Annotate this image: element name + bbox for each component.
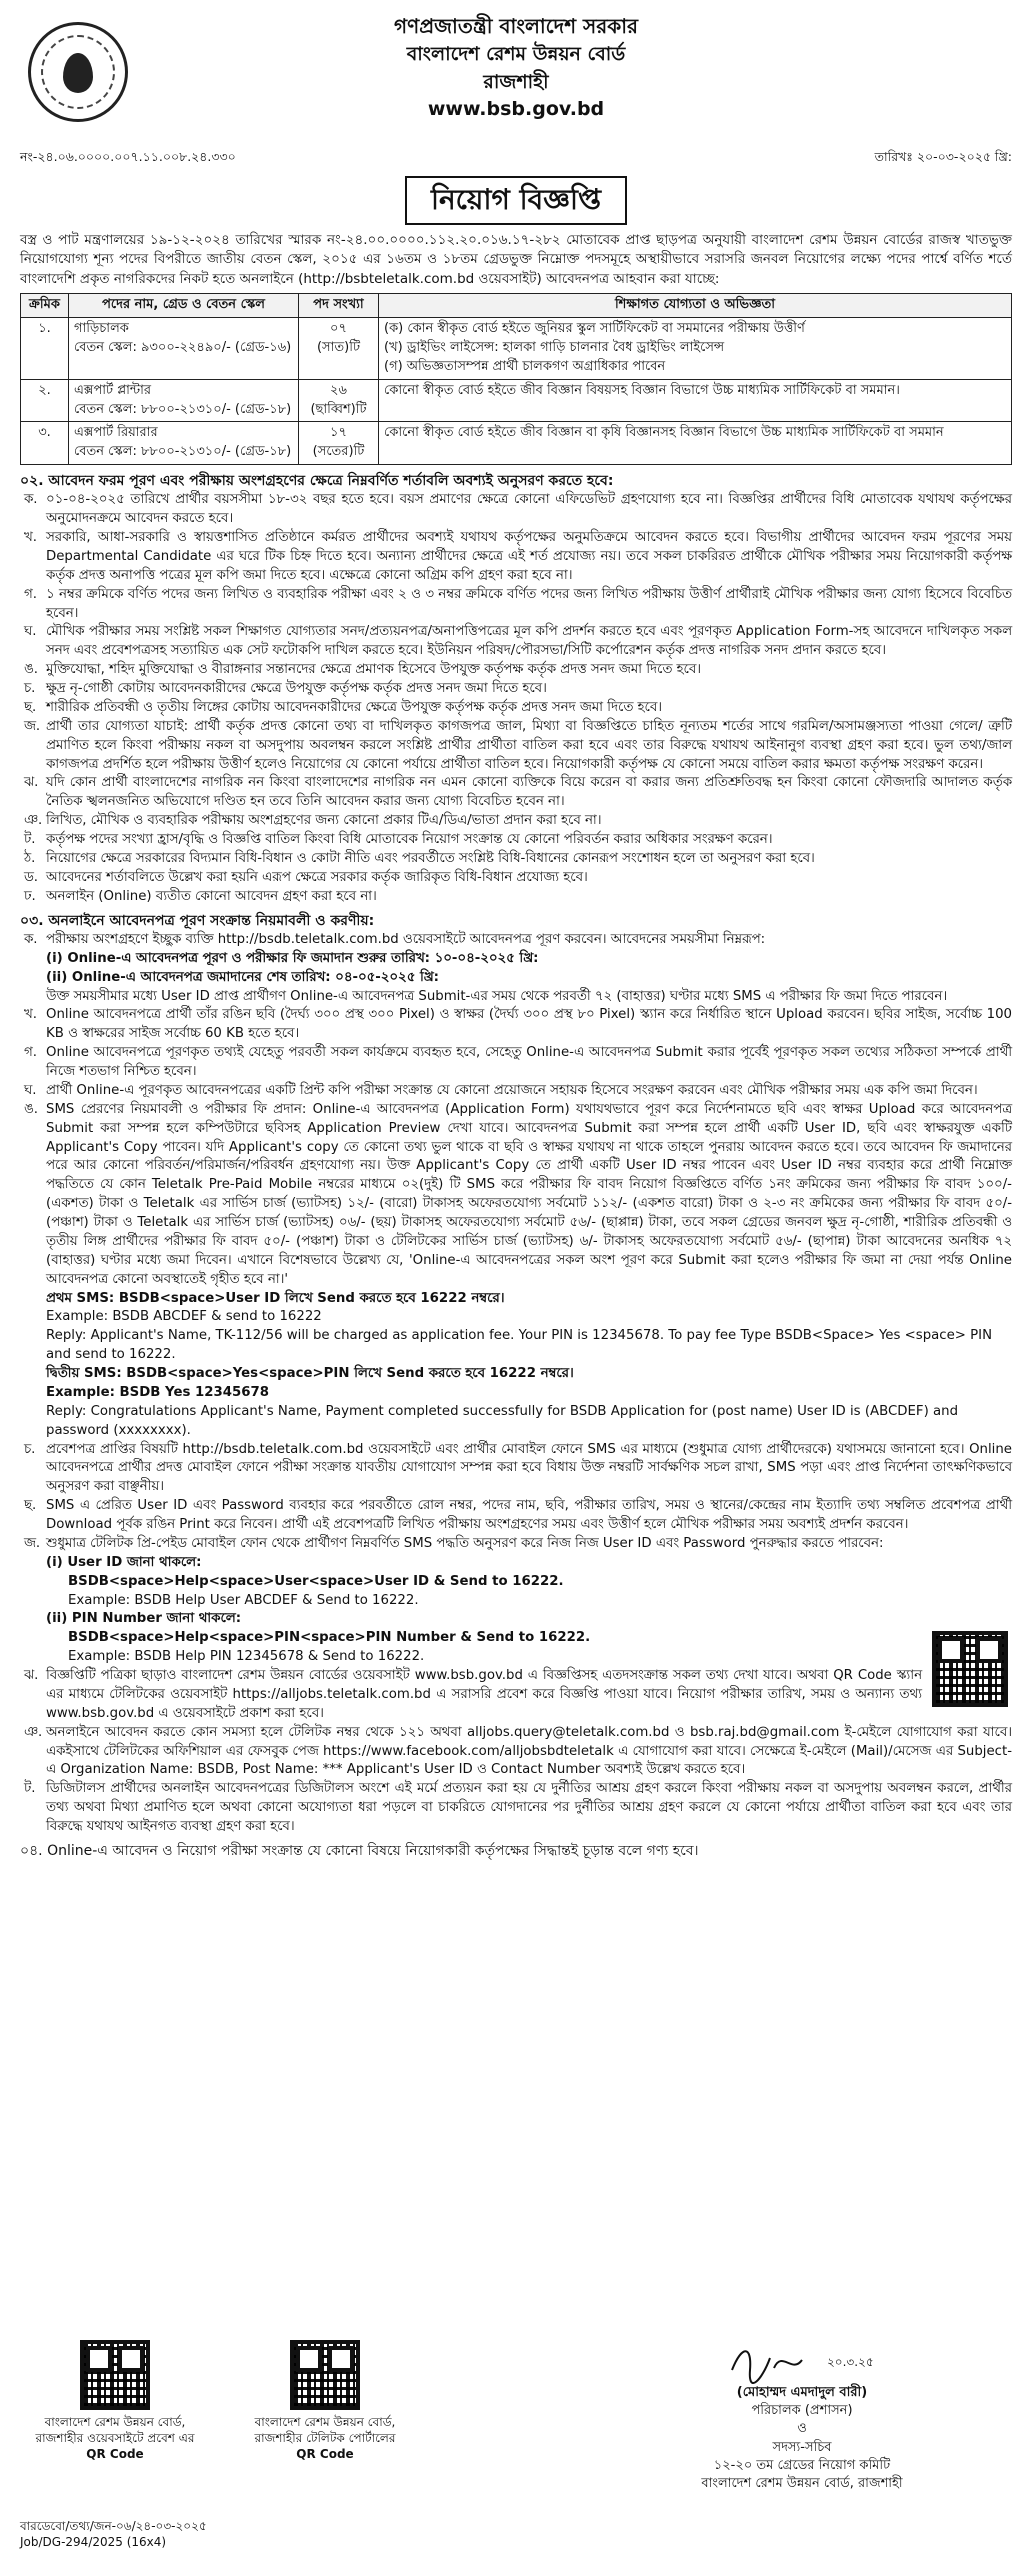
list-item (20, 586, 1012, 624)
userid-known-label: (i) User ID জানা থাকলে: (46, 1554, 202, 1570)
th-post: পদের নাম, গ্রেড ও বেতন স্কেল (69, 294, 299, 318)
header (20, 12, 1012, 170)
signer-title-1: পরিচালক (প্রশাসন) (751, 2403, 853, 2419)
list-item (20, 491, 1012, 529)
list-item: ক. পরীক্ষায় অংশগ্রহণে ইচ্ছুক ব্যক্তি http://bsdb.teletalk.com.bd ওয়েবসাইটে আবেদনপত্র পূরণ করবেন। আবেদনের সময়সীমা নিম্নরূপ: (20, 931, 1012, 950)
row-post (69, 422, 299, 465)
list-item: খ. Online আবেদনপত্রে প্রার্থী তাঁর রঙিন ছবি (দৈর্ঘ্য ৩০০ প্রস্থ ৩০০ Pixel) ও স্বাক্ষর (দৈর্ঘ্য ৩০০ প্রস্থ ৮০ Pixel) স্ক্যান করে নির্ধারিত স্থানে Upload করবেন। ছবির সাইজ, সর্বোচ্চ 100 KB ও স্বাক্ষরের সাইজ সর্বোচ্চ 60 KB হতে হবে। (20, 1006, 1012, 1044)
pin-known-label: (ii) PIN Number জানা থাকলে: (46, 1611, 242, 1627)
intro-paragraph: বস্ত্র ও পাট মন্ত্রণালয়ের ১৯-১২-২০২৪ তারিখের স্মারক নং-২৪.০০.০০০০.১১২.২০.০১৬.১৭-২৮২ মোতাবেক প্রাপ্ত ছাড়পত্র অনুযায়ী বাংলাদেশ রেশম উন্নয়ন বোর্ডের রাজস্ব খাতভুক্ত নিয়োগযোগ্য শূন্য পদের বিপরীতে জাতীয় বেতন স্কেল, ২০১৫ এর ১৬তম ও ১৮তম গ্রেডভুক্ত নিম্নোক্ত পদসমূহে অস্থায়ীভাবে সরাসরি জনবল নিয়োগের লক্ষ্যে পদের পার্শ্বে বর্ণিত শর্তে বাংলাদেশি প্রকৃত নাগরিকদের নিকট হতে অনলাইনে (http://bsbteletalk.com.bd ওয়েবসাইট) আবেদনপত্র আহবান করা যাচ্ছে: (20, 231, 1012, 287)
item-marker: ঠ. (24, 850, 36, 866)
reference-codes (20, 2518, 207, 2550)
qr-box-teletalk (230, 2340, 420, 2463)
count-digit: ০৭ (330, 321, 347, 337)
count-digit: ২৬ (330, 382, 347, 398)
item-text: পরীক্ষায় অংশগ্রহণে ইচ্ছুক ব্যক্তি http://bsdb.teletalk.com.bd ওয়েবসাইটে আবেদনপত্র পূরণ করবেন। আবেদনের সময়সীমা নিম্নরূপ: (46, 931, 766, 947)
list-item (20, 623, 1012, 661)
signer-title-4: বাংলাদেশ রেশম উন্নয়ন বোর্ড, রাজশাহী (701, 2475, 903, 2491)
title-wrap (20, 176, 1012, 225)
item-marker: ঢ. (24, 888, 36, 904)
table-row (21, 422, 1012, 465)
row-count (299, 422, 379, 465)
list-item (20, 661, 1012, 680)
list-item: ঞ. অনলাইনে আবেদন করতে কোন সমস্যা হলে টেলিটক নম্বর থেকে ১২১ অথবা alljobs.query@teletalk.com.bd ও bsb.raj.bd@gmail.com ই-মেইলে যোগাযোগ করা যাবে। একইসাথে টেলিটকের অফিশিয়াল এর ফেসবুক পেজ https://www.facebook.com/alljobsbdteletalk এ যোগাযোগ করা যাবে। সেক্ষেত্রে ই-মেইলে (Mail)/মেসেজ এর Subject-এ Organization Name: BSDB, Post Name: *** Applicant's User ID ও Contact Number অবশ্যই উল্লেখ করতে হবে। (20, 1724, 1012, 1781)
fee-window-note: উক্ত সময়সীমার মধ্যে User ID প্রাপ্ত প্রার্থীগণ Online-এ আবেদনপত্র Submit-এর সময় থেকে পরবর্তী ৭২ (বাহাত্তর) ঘণ্টার মধ্যে SMS এ পরীক্ষার ফি জমা দিতে পারবেন। (46, 988, 948, 1004)
count-words: (সাত)টি (316, 339, 361, 355)
post-name: এক্সপার্ট রিয়ারার (74, 425, 158, 441)
item-marker: ঙ. (24, 662, 38, 678)
userid-example: Example: BSDB Help User ABCDEF & Send to 16222. (68, 1592, 419, 1608)
list-item: ছ. SMS এ প্রেরিত User ID এবং Password ব্যবহার করে পরবর্তীতে রোল নম্বর, পদের নাম, ছবি, পরীক্ষার তারিখ, সময় ও স্থানের/কেন্দ্রের নাম ইত্যাদি তথ্য সম্বলিত প্রবেশপত্র প্রার্থী Download পূর্বক রঙিন Print করে নিবেন। প্রার্থী এই প্রবেশপত্রটি লিখিত পরীক্ষায় অংশগ্রহণের সময় এবং উত্তীর্ণ হলে মৌখিক পরীক্ষার সময় অবশ্যই প্রদর্শন করবেন। (20, 1497, 1012, 1535)
list-item (20, 869, 1012, 888)
qual-line: (খ) ড্রাইভিং লাইসেন্স: হালকা গাড়ি চালনার বৈধ ড্রাইভিং লাইসেন্স (384, 339, 725, 355)
signer-and: ও (797, 2421, 807, 2437)
list-item: ঙ. SMS প্রেরণের নিয়মাবলী ও পরীক্ষার ফি প্রদান: Online-এ আবেদনপত্র (Application Form) যথাযথভাবে পূরণ করে নির্দেশনামতে ছবি এবং স্বাক্ষর Upload করে আবেদনপত্র Submit করা সম্পন্ন হলে কম্পিউটারে ছবিসহ Application Preview দেখা যাবে। আবেদনপত্র Submit করা সম্পন্ন হলে প্রার্থী একটি User ID, ছবি এবং স্বাক্ষরযুক্ত একটি Applicant's Copy পাবেন। যদি Applicant's copy তে কোনো তথ্য ভুল থাকে বা ছবি ও স্বাক্ষর যথাযথ না থাকে তাহলে পুনরায় আবেদন করতে হবে। তবে আবেদন ফি জমাদানের পরে আর কোনো পরিবর্তন/পরিমার্জন/পরিবর্ধন গ্রহণযোগ্য নয়। উক্ত Applicant's Copy তে প্রার্থী একটি User ID নম্বর পাবেন এবং User ID নম্বর ব্যবহার করে প্রার্থী নিম্নোক্ত পদ্ধতিতে যে কোন Teletalk Pre-Paid Mobile নম্বরের মাধ্যমে ০২(দুই) টি SMS করে পরীক্ষার ফি বাবদ নিয়োগ বিজ্ঞপ্তিতে বর্ণিত ১নং ক্রমিকের জন্য পরীক্ষার ফি বাবদ ১০০/- (একশত) টাকা ও Teletalk এর সার্ভিস চার্জ (ভ্যাটসহ) ১২/- (বারো) টাকাসহ অফেরতযোগ্য সর্বমোট ১১২/- (একশত বারো) টাকা ও ২-৩ নং ক্রমিকের জন্য পরীক্ষার ফি বাবদ ৫০/- (পঞ্চাশ) টাকা ও Teletalk এর সার্ভিস চার্জ (ভ্যাটসহ) ০৬/- (ছয়) টাকাসহ অফেরতযোগ্য সর্বমোট ৫৬/- (ছাপ্পান্ন) টাকা, তবে সকল গ্রেডের জনবল ক্ষুদ্র নৃ-গোষ্ঠী, শারীরিক প্রতিবন্ধী ও তৃতীয় লিঙ্গ প্রার্থীদের পরীক্ষার ফি বাবদ ৫০/- (পঞ্চাশ) টাকা ও টেলিটকের সার্ভিস চার্জ (ভ্যাটসহ) ৬/- টাকাসহ অফেরতযোগ্য সর্বমোট ৫৬/- (ছাপান্ন) টাকা আবেদনের অনধিক ৭২ (বাহাত্তর) ঘণ্টার মধ্যে জমা দিবেন। এখানে বিশেষভাবে উল্লেখ্য যে, 'Online-এ আবেদনপত্রের সকল অংশ পূরণ করে Submit করা হলেও পরীক্ষার ফি জমা না দেয়া পর্যন্ত Online আবেদনপত্র কোনো অবস্থাতেই গৃহীত হবে না।' (20, 1101, 1012, 1290)
sms2-reply: Reply: Congratulations Applicant's Name, Payment completed successfully for BSDB Application for (post name) User ID is (ABCDEF) and password (xxxxxxxx). (46, 1403, 959, 1438)
item-marker: ঝ. (24, 775, 39, 791)
start-date-line: (i) Online-এ আবেদনপত্র পূরণ ও পরীক্ষার ফি জমাদান শুরুর তারিখ: ১০-০৪-২০২৫ খ্রি: (46, 950, 539, 966)
item-marker: চ. (24, 681, 36, 697)
list-item (20, 812, 1012, 831)
post-scale: বেতন স্কেল: ৮৮০০-২১৩১০/- (গ্রেড-১৮) (74, 444, 292, 460)
sign-date: ২০.৩.২৫ (827, 2355, 874, 2369)
item-marker: খ. (24, 530, 37, 546)
item-marker: ঘ. (24, 624, 37, 640)
post-name: এক্সপার্ট প্লান্টার (74, 382, 152, 398)
bsb-logo (28, 22, 128, 122)
row-quals (379, 422, 1012, 465)
org-city: রাজশাহী (483, 70, 549, 93)
item-marker: ড. (24, 869, 39, 885)
list-item (20, 850, 1012, 869)
item-text: আবেদনের শর্তাবলিতে উল্লেখ করা হয়নি এরূপ ক্ষেত্রে সরকার কর্তৃক জারিকৃত বিধি-বিধান প্রযোজ্য হবে। (46, 869, 588, 885)
qr-code-icon[interactable] (80, 2340, 150, 2410)
post-scale: বেতন স্কেল: ৯৩০০-২২৪৯০/- (গ্রেড-১৬) (74, 339, 292, 355)
memo-number: নং-২৪.০৬.০০০০.০০৭.১১.০০৮.২৪.৩৩০ (20, 149, 236, 164)
qual-line: (ক) কোন স্বীকৃত বোর্ড হইতে জুনিয়র স্কুল সার্টিফিকেট বা সমমানের পরীক্ষায় উত্তীর্ণ (384, 321, 805, 337)
list-item: ঘ. প্রার্থী Online-এ পূরণকৃত আবেদনপত্রের একটি প্রিন্ট কপি পরীক্ষা সংক্রান্ত যে কোনো প্রয়োজনে সহায়ক হিসেবে সংরক্ষণ করবেন এবং মৌখিক পরীক্ষার সময় এক কপি জমা দিবেন। (20, 1082, 1012, 1101)
th-count: পদ সংখ্যা (299, 294, 379, 318)
item-text: ০১-০৪-২০২৫ তারিখে প্রার্থীর বয়সসীমা ১৮-৩২ বছর হতে হবে। বয়স প্রমাণের ক্ষেত্রে কোনো এফিডেভিট গ্রহণযোগ্য হবে না। বিজ্ঞপ্তির প্রার্থীদের বিধি মোতাবেক যথাযথ কর্তৃপক্ষের অনুমোদনক্রমে আবেদন করতে হবে। (46, 492, 1012, 527)
sms2-label: দ্বিতীয় SMS: BSDB<space>Yes<space>PIN লিখে Send করতে হবে 16222 নম্বরে। (46, 1366, 574, 1381)
list-item (20, 680, 1012, 699)
list-item: চ. প্রবেশপত্র প্রাপ্তির বিষয়টি http://bsdb.teletalk.com.bd ওয়েবসাইটে এবং প্রার্থীর মোবাইল ফোনে SMS এর মাধ্যমে (শুধুমাত্র যোগ্য প্রার্থীদেরকে) যথাসময়ে জানানো হবে। Online আবেদনপত্রে প্রার্থীর প্রদত্ত মোবাইল ফোনে পরীক্ষা সংক্রান্ত যাবতীয় যোগাযোগ সম্পন্ন করা হবে বিধায় উক্ত নম্বরটি সার্বক্ষণিক সচল রাখা, SMS পড়া এবং প্রাপ্ত নির্দেশনা তাৎক্ষণিকভাবে অনুসরণ করা বাঞ্ছনীয়। (20, 1441, 1012, 1498)
posts-table (20, 293, 1012, 465)
row-post (69, 379, 299, 422)
item-text: অনলাইন (Online) ব্যতীত কোনো আবেদন গ্রহণ করা হবে না। (46, 888, 377, 904)
sms2-example: Example: BSDB Yes 12345678 (46, 1384, 270, 1400)
org-website[interactable]: www.bsb.gov.bd (427, 98, 605, 121)
table-row (21, 379, 1012, 422)
list-item (20, 699, 1012, 718)
list-item: ট. ডিজিটালস প্রার্থীদের অনলাইন আবেদনপত্রের ডিজিটালস অংশে এই মর্মে প্রত্যয়ন করা হয় যে দুর্নীতির আশ্রয় গ্রহণ করলে কিংবা পরীক্ষায় নকল বা অসদুপায় অবলম্বন করলে, প্রার্থীর তথ্য অথবা মিথ্যা প্রমাণিত হলে অথবা কোনো অযোগ্যতা ধরা পড়লে বা চাকরিতে যোগদানের পর দুর্নীতির আশ্রয় গ্রহণ করলে যে কোনো পর্যায়ে প্রার্থীতা বাতিল করা হবে এবং তার বিরুদ্ধে যথাযথ আইনগত ব্যবস্থা গ্রহণ করা হবে। (20, 1780, 1012, 1837)
item-marker: গ. (24, 586, 37, 602)
table-header-row (21, 294, 1012, 318)
row-quals (379, 379, 1012, 422)
qr-code-icon[interactable] (290, 2340, 360, 2410)
row-post (69, 318, 299, 380)
list-item: ঝ. বিজ্ঞপ্তিটি পত্রিকা ছাড়াও বাংলাদেশ রেশম উন্নয়ন বোর্ডের ওয়েবসাইট www.bsb.gov.bd এ বিজ্ঞপ্তিসহ এতদসংক্রান্ত সকল তথ্য দেখা যাবে। অথবা QR Code স্ক্যান এর মাধ্যমে টেলিটকের ওয়েবসাইট https://alljobs.teletalk.com.bd এ সরাসরি প্রবেশ করে বিজ্ঞপ্তি পাওয়া যাবে। নিয়োগ পরীক্ষার তারিখ, সময় ও অন্যান্য তথ্য www.bsb.gov.bd এ ওয়েবসাইটে প্রকাশ করা হবে। (20, 1667, 1012, 1724)
pin-command: BSDB<space>Help<space>PIN<space>PIN Number & Send to 16222. (68, 1630, 591, 1646)
item-text: প্রার্থী তার যোগ্যতা যাচাই: প্রার্থী কর্তৃক প্রদত্ত কোনো তথ্য বা দাখিলকৃত কাগজপত্র জাল, মিথ্যা বা বিজ্ঞপ্তিতে চাহিত নূন্যতম শর্তের সাথে গরমিল/অসামঞ্জস্যতা পাওয়া গেলে/ ত্রুটি প্রমাণিত হলে কিংবা পরীক্ষায় নকল বা অসদুপায় অবলম্বন করলে সংশ্লিষ্ট প্রার্থীর প্রার্থীতা বাতিল করা হবে এবং তার বিরুদ্ধে যথাযথ আইনানুগ ব্যবস্থা গ্রহণ করা হবে। ভুল তথ্য/জাল কাগজপত্র প্রদর্শিত হলে পরীক্ষায় উত্তীর্ণ হলেও নিয়োগের যে কোনো পর্যায়ে প্রার্থীতা বাতিল হবে। নিয়োগকারী কর্তৃপক্ষ যে কোনো সময়ে বাতিল করার ক্ষমতা কর্তৃপক্ষ সংরক্ষণ করেন। (46, 718, 1012, 772)
item-marker: ছ. (24, 699, 37, 715)
item-text: মুক্তিযোদ্ধা, শহিদ মুক্তিযোদ্ধা ও বীরাঙ্গনার সন্তানদের ক্ষেত্রে প্রমাণক হিসেবে উপযুক্ত কর্তৃপক্ষ কর্তৃক প্রদত্ত সনদ জমা দিতে হবে। (46, 662, 702, 678)
item-text: প্রবেশপত্র প্রাপ্তির বিষয়টি http://bsdb.teletalk.com.bd ওয়েবসাইটে এবং প্রার্থীর মোবাইল ফোনে SMS এর মাধ্যমে (শুধুমাত্র যোগ্য প্রার্থীদেরকে) যথাসময়ে জানানো হবে। Online আবেদনপত্রে প্রার্থীর প্রদত্ত মোবাইল ফোনে পরীক্ষা সংক্রান্ত যাবতীয় যোগাযোগ সম্পন্ন করা হবে বিধায় উক্ত নম্বরটি সার্বক্ষণিক সচল রাখা, SMS পড়া এবং প্রাপ্ত নির্দেশনা তাৎক্ষণিকভাবে অনুসরণ করা বাঞ্ছনীয়। (46, 1441, 1012, 1495)
th-serial: ক্রমিক (21, 294, 69, 318)
item-text: শুধুমাত্র টেলিটক প্রি-পেইড মোবাইল ফোন থেকে প্রার্থীগণ নিম্নবর্ণিত SMS পদ্ধতি অনুসরণ করে নিজ নিজ User ID এবং Password পুনরুদ্ধার করতে পারবেন: (46, 1535, 884, 1551)
notice-title: নিয়োগ বিজ্ঞপ্তি (405, 176, 627, 225)
post-scale: বেতন স্কেল: ৮৮০০-২১৩১০/- (গ্রেড-১৮) (74, 401, 292, 417)
row-serial: ৩. (21, 422, 69, 465)
row-count (299, 318, 379, 380)
section-4: ০৪. Online-এ আবেদন ও নিয়োগ পরীক্ষা সংক্রান্ত যে কোনো বিষয়ে নিয়োগকারী কর্তৃপক্ষের সিদ্ধান্তই চূড়ান্ত বলে গণ্য হবে। (20, 1842, 699, 1859)
item-text: শারীরিক প্রতিবন্ধী ও তৃতীয় লিঙ্গের কোটায় আবেদনকারীদের ক্ষেত্রে উপযুক্ত কর্তৃপক্ষ কর্তৃক প্রদত্ত সনদ জমা দিতে হবে। (46, 699, 663, 715)
qr1-line2: রাজশাহীর ওয়েবসাইটে প্রবেশ এর (35, 2431, 195, 2446)
row-serial: ২. (21, 379, 69, 422)
qr2-line1: বাংলাদেশ রেশম উন্নয়ন বোর্ড, (254, 2415, 396, 2429)
org-name: বাংলাদেশ রেশম উন্নয়ন বোর্ড (406, 43, 626, 65)
qr-code-icon[interactable] (932, 1631, 1008, 1707)
list-item (20, 718, 1012, 775)
qr2-label: QR Code (296, 2447, 354, 2462)
table-row (21, 318, 1012, 380)
item-text: সরকারি, আধা-সরকারি ও স্বায়ত্তশাসিত প্রতিষ্ঠানে কর্মরত প্রার্থীদের অবশ্যই যথাযথ কর্তৃপক্ষের অনুমতিক্রমে আবেদন করতে হবে। বিভাগীয় প্রার্থীদের আবেদন ফরম পূরণের সময় Departmental Candidate এর ঘরে টিক চিহ্ন দিতে হবে। অন্যান্য প্রার্থীদের ক্ষেত্রে এই শর্ত প্রযোজ্য নয়। তবে সকল চাকরিরত প্রার্থীকে মৌখিক পরীক্ষার সময় নিয়োগকারী কর্তৃপক্ষ কর্তৃক প্রদত্ত অনাপত্তি পত্রের মূল কপি জমা দিতে হবে। এক্ষেত্রে কোনো অগ্রিম কপি গ্রহণ করা হবে না। (46, 530, 1012, 583)
qr1-line1: বাংলাদেশ রেশম উন্নয়ন বোর্ড, (44, 2415, 186, 2429)
item-text: SMS এ প্রেরিত User ID এবং Password ব্যবহার করে পরবর্তীতে রোল নম্বর, পদের নাম, ছবি, পরীক্ষার তারিখ, সময় ও স্থানের/কেন্দ্রের নাম ইত্যাদি তথ্য সম্বলিত প্রবেশপত্র প্রার্থী Download পূর্বক রঙিন Print করে নিবেন। প্রার্থী এই প্রবেশপত্রটি লিখিত পরীক্ষায় অংশগ্রহণের সময় এবং উত্তীর্ণ হলে মৌখিক পরীক্ষার সময় অবশ্যই প্রদর্শন করবেন। (46, 1498, 1012, 1532)
list-item (20, 529, 1012, 586)
signature-icon (652, 2340, 952, 2384)
qr-box-website (20, 2340, 210, 2463)
list-item (20, 831, 1012, 850)
qr2-line2: রাজশাহীর টেলিটক পোর্টালের (254, 2431, 396, 2446)
count-words: (ছাব্বিশ)টি (310, 401, 367, 417)
item-text: মৌখিক পরীক্ষার সময় সংশ্লিষ্ট সকল শিক্ষাগত যোগ্যতার সনদ/প্রত্যয়নপত্র/অনাপত্তিপত্রের মূল কপি প্রদর্শন করতে হবে এবং পূরণকৃত Application Form-সহ আবেদনে দাখিলকৃত সকল সনদ এবং প্রবেশপত্রসহ সত্যায়িত এক সেট ফটোকপি দাখিল করতে হবে। ইউনিয়ন পরিষদ/পৌরসভা/সিটি কর্পোরেশন কর্তৃক প্রদত্ত নাগরিক সনদ প্রদান করতে হবে। (46, 624, 1012, 659)
qual-line: (গ) অভিজ্ঞতাসম্পন্ন প্রার্থী চালকগণ অগ্রাধিকার পাবেন (384, 358, 666, 374)
section-3-items (20, 931, 1012, 1837)
item-text: প্রার্থী Online-এ পূরণকৃত আবেদনপত্রের একটি প্রিন্ট কপি পরীক্ষা সংক্রান্ত যে কোনো প্রয়োজনে সহায়ক হিসেবে সংরক্ষণ করবেন এবং মৌখিক পরীক্ষার সময় এক কপি জমা দিবেন। (46, 1082, 978, 1098)
item-text: বিজ্ঞপ্তিটি পত্রিকা ছাড়াও বাংলাদেশ রেশম উন্নয়ন বোর্ডের ওয়েবসাইট www.bsb.gov.bd এ বিজ্ঞপ্তিসহ এতদসংক্রান্ত সকল তথ্য দেখা যাবে। অথবা QR Code স্ক্যান এর মাধ্যমে টেলিটকের ওয়েবসাইট https://alljobs.teletalk.com.bd এ সরাসরি প্রবেশ করে বিজ্ঞপ্তি পাওয়া যাবে। নিয়োগ পরীক্ষার তারিখ, সময় ও অন্যান্য তথ্য www.bsb.gov.bd এ ওয়েবসাইটে প্রকাশ করা হবে। (46, 1668, 922, 1721)
item-text: অনলাইনে আবেদন করতে কোন সমস্যা হলে টেলিটক নম্বর থেকে ১২১ অথবা alljobs.query@teletalk.com.bd ও bsb.raj.bd@gmail.com ই-মেইলে যোগাযোগ করা যাবে। একইসাথে টেলিটকের অফিশিয়াল এর ফেসবুক পেজ https://www.facebook.com/alljobsbdteletalk এ যোগাযোগ করা যাবে। সেক্ষেত্রে ই-মেইলে (Mail)/মেসেজ এর Subject-এ Organization Name: BSDB, Post Name: *** Applicant's User ID ও Contact Number অবশ্যই উল্লেখ করতে হবে। (46, 1724, 1012, 1778)
signer-name: (মোহাম্মদ এমদাদুল বারী) (736, 2385, 868, 2400)
section-2-items (20, 491, 1012, 906)
th-qualification: শিক্ষাগত যোগ্যতা ও অভিজ্ঞতা (379, 294, 1012, 318)
item-text: লিখিত, মৌখিক ও ব্যবহারিক পরীক্ষায় অংশগ্রহণের জন্য কোনো প্রকার টিএ/ডিএ/ভাতা প্রদান করা হবে না। (46, 813, 602, 829)
row-serial: ১. (21, 318, 69, 380)
list-item (20, 888, 1012, 907)
sms1-reply: Reply: Applicant's Name, TK-112/56 will be charged as application fee. Your PIN is 12345678. To pay fee Type BSDB<Space> Yes <space> PIN and send to 16222. (46, 1328, 993, 1363)
item-marker: জ. (24, 718, 41, 734)
row-quals (379, 318, 1012, 380)
qual-line: কোনো স্বীকৃত বোর্ড হইতে জীব বিজ্ঞান বা কৃষি বিজ্ঞানসহ বিজ্ঞান বিভাগে উচ্চ মাধ্যমিক সার্টিফিকেট বা সমমান (384, 425, 944, 441)
item-marker: ট. (24, 832, 36, 848)
pin-example: Example: BSDB Help PIN 12345678 & Send to 16222. (68, 1649, 425, 1665)
row-count (299, 379, 379, 422)
signature-block (652, 2340, 952, 2493)
item-text: Online আবেদনপত্রে পূরণকৃত তথ্যই যেহেতু পরবর্তী সকল কার্যক্রমে ব্যবহৃত হবে, সেহেতু Online-এ আবেদনপত্র Submit করার পূর্বেই পূরণকৃত সকল তথ্যের সঠিকতা সম্পর্কে প্রার্থী নিজে শতভাগ নিশ্চিত হবেন। (46, 1045, 1012, 1079)
item-marker: ঞ. (24, 813, 43, 829)
section-3-title: ০৩. অনলাইনে আবেদনপত্র পূরণ সংক্রান্ত নিয়মাবলী ও করণীয়: (20, 912, 375, 929)
signer-title-2: সদস্য-সচিব (772, 2439, 832, 2455)
item-text: SMS প্রেরণের নিয়মাবলী ও পরীক্ষার ফি প্রদান: Online-এ আবেদনপত্র (Application Form) যথাযথভাবে পূরণ করে নির্দেশনামতে ছবি এবং স্বাক্ষর Upload করে আবেদনপত্র Submit করা সম্পন্ন হলে কম্পিউটারে ছবিসহ Application Preview দেখা যাবে। আবেদনপত্র Submit করা সম্পন্ন হলে প্রার্থী একটি User ID, ছবি এবং স্বাক্ষরযুক্ত একটি Applicant's Copy পাবেন। যদি Applicant's copy তে কোনো তথ্য ভুল থাকে বা ছবি ও স্বাক্ষর যথাযথ না থাকে তাহলে পুনরায় আবেদন করতে হবে। তবে আবেদন ফি জমাদানের পরে আর কোনো পরিবর্তন/পরিমার্জন/পরিবর্ধন গ্রহণযোগ্য নয়। উক্ত Applicant's Copy তে প্রার্থী একটি User ID নম্বর পাবেন এবং User ID নম্বর ব্যবহার করে প্রার্থী নিম্নোক্ত পদ্ধতিতে যে কোন Teletalk Pre-Paid Mobile নম্বরের মাধ্যমে ০২(দুই) টি SMS করে পরীক্ষার ফি বাবদ নিয়োগ বিজ্ঞপ্তিতে বর্ণিত ১নং ক্রমিকের জন্য পরীক্ষার ফি বাবদ ১০০/- (একশত) টাকা ও Teletalk এর সার্ভিস চার্জ (ভ্যাটসহ) ১২/- (বারো) টাকাসহ অফেরতযোগ্য সর্বমোট ১১২/- (একশত বারো) টাকা ও ২-৩ নং ক্রমিকের জন্য পরীক্ষার ফি বাবদ ৫০/- (পঞ্চাশ) টাকা ও Teletalk এর সার্ভিস চার্জ (ভ্যাটসহ) ০৬/- (ছয়) টাকাসহ অফেরতযোগ্য সর্বমোট ৫৬/- (ছাপ্পান্ন) টাকা, তবে সকল গ্রেডের জনবল ক্ষুদ্র নৃ-গোষ্ঠী, শারীরিক প্রতিবন্ধী ও তৃতীয় লিঙ্গ প্রার্থীদের পরীক্ষার ফি বাবদ ৫০/- (পঞ্চাশ) টাকা ও টেলিটকের সার্ভিস চার্জ (ভ্যাটসহ) ৬/- টাকাসহ অফেরতযোগ্য সর্বমোট ৫৬/- (ছাপান্ন) টাকা আবেদনের অনধিক ৭২ (বাহাত্তর) ঘণ্টার মধ্যে জমা দিবেন। এখানে বিশেষভাবে উল্লেখ্য যে, 'Online-এ আবেদনপত্রের সকল অংশ পূরণ করে Submit করা হলেও পরীক্ষার ফি জমা না দেয়া পর্যন্ত Online আবেদনপত্র কোনো অবস্থাতেই গৃহীত হবে না।' (46, 1101, 1012, 1287)
item-marker: ক. (24, 492, 38, 508)
list-item (20, 774, 1012, 812)
memo-row (20, 148, 1012, 166)
section-2-title: ০২. আবেদন ফরম পূরণ এবং পরীক্ষায় অংশগ্রহণের ক্ষেত্রে নিম্নবর্ণিত শর্তাবলি অবশ্যই অনুসরণ করতে হবে: (20, 473, 614, 490)
reference-2: Job/DG-294/2025 (16x4) (20, 2535, 167, 2550)
item-text: Online আবেদনপত্রে প্রার্থী তাঁর রঙিন ছবি (দৈর্ঘ্য ৩০০ প্রস্থ ৩০০ Pixel) ও স্বাক্ষর (দৈর্ঘ্য ৩০০ প্রস্থ ৮০ Pixel) স্ক্যান করে নির্ধারিত স্থানে Upload করবেন। ছবির সাইজ, সর্বোচ্চ 100 KB ও স্বাক্ষরের সাইজ সর্বোচ্চ 60 KB হতে হবে। (46, 1007, 1012, 1042)
count-digit: ১৭ (330, 425, 347, 441)
memo-date: তারিখঃ ২০-০৩-২০২৫ খ্রি: (874, 149, 1012, 164)
signer-title-3: ১২-২০ তম গ্রেডের নিয়োগ কমিটি (713, 2457, 891, 2473)
list-item: গ. Online আবেদনপত্রে পূরণকৃত তথ্যই যেহেতু পরবর্তী সকল কার্যক্রমে ব্যবহৃত হবে, সেহেতু Online-এ আবেদনপত্র Submit করার পূর্বেই পূরণকৃত সকল তথ্যের সঠিকতা সম্পর্কে প্রার্থী নিজে শতভাগ নিশ্চিত হবেন। (20, 1044, 1012, 1082)
post-name: গাড়িচালক (74, 321, 129, 337)
item-text: নিয়োগের ক্ষেত্রে সরকারের বিদ্যমান বিধি-বিধান ও কোটা নীতি এবং পরবর্তীতে সংশ্লিষ্ট বিধি-বিধানের কোনরূপ সংশোধন হলে তা অনুসরণ করা হবে। (46, 850, 815, 866)
sms1-label: প্রথম SMS: BSDB<space>User ID লিখে Send করতে হবে 16222 নম্বরে। (46, 1290, 505, 1306)
end-date-line: (ii) Online-এ আবেদনপত্র জমাদানের শেষ তারিখ: ০৪-০৫-২০২৫ খ্রি: (46, 969, 439, 985)
item-text: ডিজিটালস প্রার্থীদের অনলাইন আবেদনপত্রের ডিজিটালস অংশে এই মর্মে প্রত্যয়ন করা হয় যে দুর্নীতির আশ্রয় গ্রহণ করলে কিংবা পরীক্ষায় নকল বা অসদুপায় অবলম্বন করলে, প্রার্থীর তথ্য অথবা মিথ্যা প্রমাণিত হলে অথবা কোনো অযোগ্যতা ধরা পড়লে বা চাকরিতে যোগদানের পর দুর্নীতির আশ্রয় গ্রহণ করলে যে কোনো পর্যায়ে প্রার্থীতা বাতিল করা হবে এবং তার বিরুদ্ধে যথাযথ আইনগত ব্যবস্থা গ্রহণ করা হবে। (46, 1781, 1012, 1834)
item-text: কর্তৃপক্ষ পদের সংখ্যা হ্রাস/বৃদ্ধি ও বিজ্ঞপ্তি বাতিল কিংবা বিধি মোতাবেক নিয়োগ সংক্রান্ত যে কোনো পরিবর্তন করার অধিকার সংরক্ষণ করেন। (46, 832, 773, 848)
userid-command: BSDB<space>Help<space>User<space>User ID & Send to 16222. (68, 1573, 564, 1589)
list-item: জ. শুধুমাত্র টেলিটক প্রি-পেইড মোবাইল ফোন থেকে প্রার্থীগণ নিম্নবর্ণিত SMS পদ্ধতি অনুসরণ করে নিজ নিজ User ID এবং Password পুনরুদ্ধার করতে পারবেন: (20, 1535, 1012, 1554)
qr1-label: QR Code (86, 2447, 144, 2462)
gov-title: গণপ্রজাতন্ত্রী বাংলাদেশ সরকার (394, 14, 638, 38)
reference-1: বারডেবো/তথ্য/জন-০৬/২৪-০৩-২০২৫ (20, 2519, 207, 2533)
item-text: ১ নম্বর ক্রমিকে বর্ণিত পদের জন্য লিখিত ও ব্যবহারিক পরীক্ষা এবং ২ ও ৩ নম্বর ক্রমিকে বর্ণিত পদের জন্য লিখিত পরীক্ষায় উত্তীর্ণ প্রার্থীরাই মৌখিক পরীক্ষার জন্য যোগ্য হিসেবে বিবেচিত হবেন। (46, 586, 1012, 621)
qual-line: কোনো স্বীকৃত বোর্ড হইতে জীব বিজ্ঞান বিষয়সহ বিজ্ঞান বিভাগে উচ্চ মাধ্যমিক সার্টিফিকেট বা সমমান। (384, 382, 900, 398)
sms1-example: Example: BSDB ABCDEF & send to 16222 (46, 1309, 322, 1325)
footer (20, 2340, 1012, 2550)
item-text: যদি কোন প্রার্থী বাংলাদেশের নাগরিক নন কিংবা বাংলাদেশের নাগরিক নন এমন কোনো ব্যক্তিকে বিয়ে করেন বা করার জন্য প্রতিশ্রুতিবদ্ধ হন কিংবা কোনো ফৌজদারি আদালত কর্তৃক নৈতিক স্খলনজনিত অভিযোগে দণ্ডিত হন তবে তিনি আবেদন করার জন্য যোগ্য বিবেচিত হবেন না। (46, 775, 1012, 810)
count-words: (সতের)টি (312, 444, 365, 460)
item-text: ক্ষুদ্র নৃ-গোষ্ঠী কোটায় আবেদনকারীদের ক্ষেত্রে উপযুক্ত কর্তৃপক্ষ কর্তৃক প্রদত্ত সনদ জমা দিতে হবে। (46, 681, 547, 697)
